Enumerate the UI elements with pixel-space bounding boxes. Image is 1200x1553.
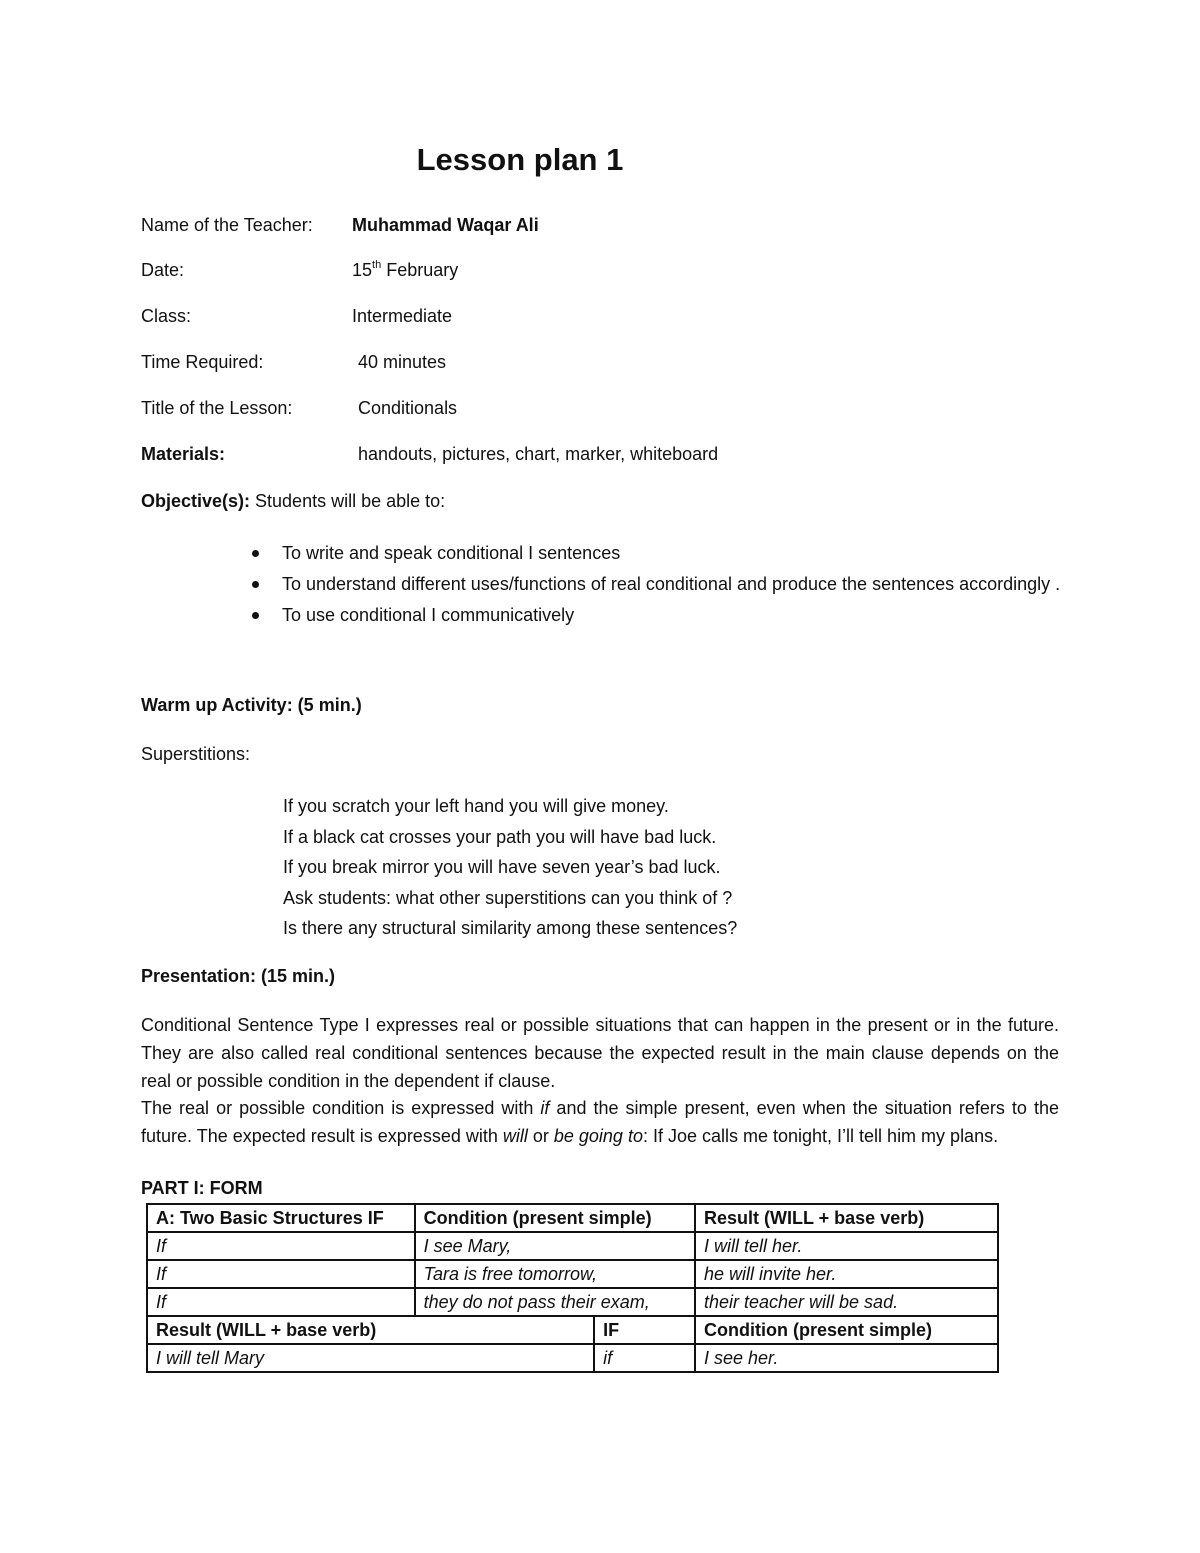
class-label: Class:: [141, 306, 192, 326]
lesson-title-value: Conditionals: [358, 398, 458, 418]
table-row: [147, 1260, 998, 1288]
bullet-icon: [252, 581, 259, 588]
table-cell: I see Mary,: [415, 1232, 695, 1260]
list-item: [242, 569, 1062, 600]
table-cell: If: [147, 1232, 415, 1260]
p2-text-c: : If Joe calls me tonight, I’ll tell him my plans.: [642, 1125, 999, 1146]
table-cell: If: [147, 1288, 415, 1316]
table-header-cell: Result (WILL + base verb): [695, 1204, 998, 1232]
teacher-label: Name of the Teacher:: [141, 215, 313, 235]
table-header-cell: Condition (present simple): [415, 1204, 695, 1232]
bullet-icon: [252, 550, 259, 557]
time-value: 40 minutes: [358, 352, 447, 372]
superstition-line: If you scratch your left hand you will give money.: [283, 796, 669, 816]
superstition-line: Is there any structural similarity among these sentences?: [283, 918, 738, 938]
list-item: [242, 538, 1062, 569]
table-row: [147, 1344, 998, 1372]
date-value: [352, 259, 458, 281]
p2-going: be going to: [553, 1125, 643, 1146]
p2-text-b: and the simple present, even when the situation refers to the future. The expected result is expressed with: [141, 1098, 1059, 1146]
bullet-icon: [252, 612, 259, 619]
table-cell: I see her.: [695, 1344, 998, 1372]
superstition-line: Ask students: what other superstitions can you think of ?: [283, 887, 733, 908]
p2-text-a: The real or possible condition is expressed with: [141, 1098, 541, 1118]
materials-label: Materials:: [141, 444, 226, 464]
lesson-title-label: Title of the Lesson:: [141, 398, 293, 418]
p2-or: or: [527, 1125, 554, 1146]
list-item: [242, 600, 1062, 631]
superstition-lines: [283, 791, 737, 944]
objectives-list: [242, 538, 1062, 631]
form-table: [146, 1203, 999, 1373]
table-row: [147, 1288, 998, 1316]
objectives-heading: [141, 490, 445, 512]
date-day: 15: [352, 260, 373, 280]
teacher-value: Muhammad Waqar Ali: [352, 215, 539, 235]
table-cell: I will tell her.: [695, 1232, 998, 1260]
objective-text: To understand different uses/functions of real conditional and produce the sentences accordingly .: [282, 574, 1061, 594]
objectives-label: Objective(s):: [141, 491, 251, 511]
table-cell: if: [594, 1344, 695, 1372]
presentation-paragraph-1: Conditional Sentence Type I expresses real or possible situations that can happen in the present or in the future. They are also called real conditional sentences because the expected result in the main clause depends on the real or possible condition in the dependent if clause.: [141, 1015, 1059, 1091]
time-label: Time Required:: [141, 352, 264, 372]
page-title: Lesson plan 1: [416, 142, 624, 177]
objective-text: To use conditional I communicatively: [282, 605, 575, 625]
p2-if: if: [540, 1098, 550, 1118]
table-cell: he will invite her.: [695, 1260, 998, 1288]
table-cell: If: [147, 1260, 415, 1288]
superstition-line: If you break mirror you will have seven year’s bad luck.: [283, 857, 721, 877]
objective-text: To write and speak conditional I sentences: [282, 543, 621, 563]
table-header-row: [147, 1316, 998, 1344]
materials-value: handouts, pictures, chart, marker, whiteboard: [358, 444, 719, 464]
class-value: Intermediate: [352, 306, 453, 326]
table-header-cell: Result (WILL + base verb): [147, 1316, 594, 1344]
date-label: Date:: [141, 260, 185, 280]
table-cell: I will tell Mary: [147, 1344, 594, 1372]
p2-will: will: [502, 1125, 528, 1146]
table-header-cell: A: Two Basic Structures IF: [147, 1204, 415, 1232]
table-cell: they do not pass their exam,: [415, 1288, 695, 1316]
table-header-row: [147, 1204, 998, 1232]
table-cell: their teacher will be sad.: [695, 1288, 998, 1316]
date-superscript: th: [372, 259, 382, 271]
presentation-paragraph-2: [141, 1095, 1059, 1151]
date-month: February: [381, 260, 459, 280]
objectives-intro: Students will be able to:: [250, 491, 446, 511]
superstition-line: If a black cat crosses your path you will have bad luck.: [283, 826, 717, 847]
table-cell: Tara is free tomorrow,: [415, 1260, 695, 1288]
part-title: PART I: FORM: [141, 1178, 263, 1198]
table-header-cell: Condition (present simple): [695, 1316, 998, 1344]
warmup-heading: Warm up Activity: (5 min.): [141, 695, 362, 715]
table-row: [147, 1232, 998, 1260]
table-header-cell: IF: [594, 1316, 695, 1344]
presentation-heading: Presentation: (15 min.): [141, 966, 336, 986]
warmup-subheading: Superstitions:: [141, 744, 251, 764]
